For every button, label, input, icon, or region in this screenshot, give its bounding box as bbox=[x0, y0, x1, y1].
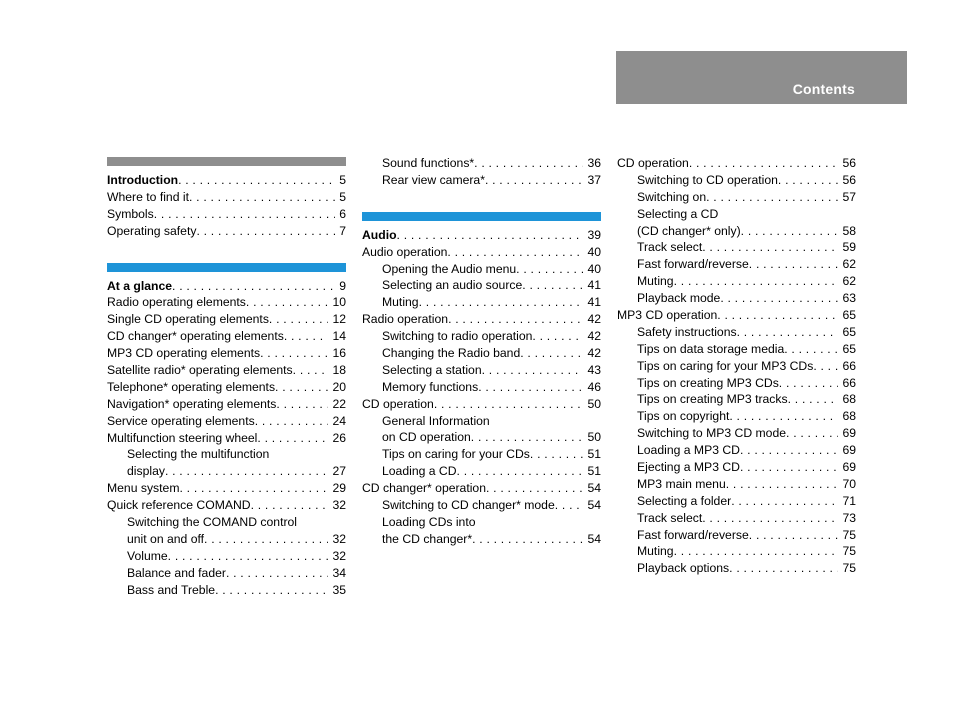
toc-page-number: 73 bbox=[842, 510, 856, 525]
toc-entry[interactable] bbox=[617, 408, 856, 425]
toc-leader-dots bbox=[516, 261, 583, 278]
toc-page-number: 54 bbox=[587, 531, 601, 546]
toc-entry[interactable] bbox=[107, 396, 346, 413]
toc-section-heading[interactable] bbox=[107, 172, 346, 189]
toc-entry[interactable] bbox=[362, 277, 601, 294]
toc-page-number: 63 bbox=[842, 291, 856, 306]
toc-entry[interactable] bbox=[617, 527, 856, 544]
toc-page-number: 51 bbox=[587, 464, 601, 479]
toc-page-number: 50 bbox=[587, 396, 601, 411]
toc-page-number: 71 bbox=[842, 493, 856, 508]
toc-leader-dots bbox=[179, 480, 328, 497]
toc-leader-dots bbox=[204, 531, 328, 548]
toc-page-number: 66 bbox=[842, 358, 856, 373]
toc-entry-label: Switching to CD operation bbox=[637, 172, 778, 187]
toc-entry-label: General Information bbox=[382, 413, 490, 428]
toc-page-number: 40 bbox=[587, 261, 601, 276]
toc-entry-label: on CD operation bbox=[382, 430, 471, 445]
toc-entry-label: Safety instructions bbox=[637, 324, 737, 339]
toc-entry-label: Rear view camera* bbox=[382, 172, 485, 187]
toc-entry-label: Sound functions* bbox=[382, 156, 475, 170]
toc-leader-dots bbox=[778, 172, 839, 189]
toc-leader-dots bbox=[168, 548, 329, 565]
toc-entry[interactable] bbox=[362, 514, 601, 531]
toc-page-number: 27 bbox=[332, 464, 346, 479]
toc-entry-label: Switching to radio operation bbox=[382, 329, 533, 344]
toc-leader-dots bbox=[689, 155, 839, 172]
toc-entry-label: Balance and fader bbox=[127, 565, 226, 580]
toc-leader-dots bbox=[741, 223, 839, 240]
toc-entry[interactable] bbox=[107, 514, 346, 531]
toc-page-number: 65 bbox=[842, 341, 856, 356]
toc-entry[interactable] bbox=[362, 531, 601, 548]
toc-entry[interactable] bbox=[362, 497, 601, 514]
toc-entry[interactable] bbox=[617, 391, 856, 408]
toc-entry-label: Muting bbox=[637, 274, 674, 289]
section-bar bbox=[107, 263, 346, 272]
toc-entry-label: Memory functions bbox=[382, 379, 479, 394]
toc-entry-label: Quick reference COMAND bbox=[107, 498, 251, 513]
toc-leader-dots bbox=[434, 396, 584, 413]
toc-entry-label: Tips on caring for your CDs bbox=[382, 447, 530, 462]
toc-entry[interactable] bbox=[107, 345, 346, 362]
toc-entry-label: Ejecting a MP3 CD bbox=[637, 460, 740, 475]
toc-entry-label: Switching the COMAND control bbox=[127, 515, 298, 530]
toc-page-number: 59 bbox=[842, 240, 856, 255]
toc-leader-dots bbox=[786, 425, 838, 442]
toc-page-number: 10 bbox=[332, 295, 346, 310]
toc-entry-label: Loading CDs into bbox=[382, 514, 476, 529]
header-band bbox=[616, 51, 907, 104]
toc-entry[interactable] bbox=[107, 223, 346, 240]
toc-entry[interactable] bbox=[107, 379, 346, 396]
toc-entry-label: Changing the Radio band bbox=[382, 346, 521, 361]
toc-leader-dots bbox=[749, 256, 839, 273]
toc-entry[interactable] bbox=[617, 442, 856, 459]
toc-page-number: 66 bbox=[842, 375, 856, 390]
toc-entry-label: Bass and Treble bbox=[127, 582, 216, 597]
toc-entry-label: Introduction bbox=[107, 173, 179, 187]
toc-leader-dots bbox=[674, 273, 839, 290]
toc-entry[interactable] bbox=[107, 446, 346, 463]
toc-page-number: 36 bbox=[587, 156, 601, 170]
toc-page-number: 69 bbox=[842, 426, 856, 441]
toc-leader-dots bbox=[196, 223, 335, 240]
toc-leader-dots bbox=[276, 396, 328, 413]
toc-entry[interactable] bbox=[107, 206, 346, 223]
toc-entry-label: Selecting an audio source bbox=[382, 278, 523, 293]
toc-leader-dots bbox=[740, 459, 838, 476]
toc-leader-dots bbox=[729, 560, 838, 577]
toc-entry-label: (CD changer* only) bbox=[637, 223, 741, 238]
toc-entry[interactable] bbox=[617, 510, 856, 527]
toc-entry[interactable] bbox=[107, 430, 346, 447]
toc-entry-label: Muting bbox=[382, 295, 419, 310]
toc-leader-dots bbox=[779, 375, 839, 392]
toc-entry[interactable] bbox=[617, 493, 856, 510]
toc-entry-label: Satellite radio* operating elements bbox=[107, 363, 293, 378]
toc-leader-dots bbox=[257, 430, 328, 447]
toc-entry-label: Navigation* operating elements bbox=[107, 396, 277, 411]
toc-entry-label: Telephone* operating elements bbox=[107, 379, 276, 394]
toc-page-number: 22 bbox=[332, 396, 346, 411]
toc-entry[interactable] bbox=[362, 413, 601, 430]
toc-entry[interactable] bbox=[362, 463, 601, 480]
toc-entry-label: Loading a CD bbox=[382, 464, 457, 479]
section-spacer bbox=[362, 189, 601, 212]
toc-entry-label: Tips on copyright bbox=[637, 409, 730, 424]
toc-entry-label: Switching to MP3 CD mode bbox=[637, 426, 787, 441]
toc-page-number: 46 bbox=[587, 379, 601, 394]
toc-page-number: 40 bbox=[587, 244, 601, 259]
toc-leader-dots bbox=[720, 290, 838, 307]
toc-entry-label: unit on and off bbox=[127, 531, 205, 546]
toc-leader-dots bbox=[419, 294, 584, 311]
toc-entry-label: Selecting the multifunction bbox=[127, 447, 270, 462]
toc-entry[interactable] bbox=[362, 311, 601, 328]
toc-entry-label: Menu system bbox=[107, 481, 180, 496]
toc-page-number: 56 bbox=[842, 156, 856, 170]
toc-column-3 bbox=[617, 155, 856, 577]
section-bar bbox=[107, 157, 346, 166]
toc-entry-label: Volume bbox=[127, 548, 168, 563]
toc-entry[interactable] bbox=[107, 311, 346, 328]
toc-entry-label: Track select bbox=[637, 240, 703, 255]
toc-leader-dots bbox=[485, 172, 583, 189]
toc-page-number: 51 bbox=[587, 447, 601, 462]
toc-page-number: 68 bbox=[842, 392, 856, 407]
toc-entry[interactable] bbox=[362, 155, 601, 172]
toc-entry[interactable] bbox=[107, 497, 346, 514]
toc-page-number: 12 bbox=[332, 312, 346, 327]
toc-entry[interactable] bbox=[107, 480, 346, 497]
toc-page-number: 42 bbox=[587, 346, 601, 361]
toc-leader-dots bbox=[530, 446, 584, 463]
toc-page-number: 50 bbox=[587, 430, 601, 445]
toc-leader-dots bbox=[532, 328, 583, 345]
toc-entry[interactable] bbox=[362, 244, 601, 261]
toc-page-number: 69 bbox=[842, 460, 856, 475]
toc-entry-label: Service operating elements bbox=[107, 413, 255, 428]
toc-page-number: 16 bbox=[332, 346, 346, 361]
toc-entry[interactable] bbox=[617, 425, 856, 442]
toc-entry[interactable] bbox=[107, 531, 346, 548]
toc-entry[interactable] bbox=[617, 543, 856, 560]
toc-leader-dots bbox=[522, 277, 583, 294]
section-spacer bbox=[107, 240, 346, 263]
toc-section-heading[interactable] bbox=[362, 227, 601, 244]
toc-page-number: 32 bbox=[332, 498, 346, 513]
toc-entry-label: Selecting a folder bbox=[637, 493, 732, 508]
toc-page-number: 69 bbox=[842, 443, 856, 458]
toc-page-number: 29 bbox=[332, 481, 346, 496]
toc-leader-dots bbox=[674, 543, 839, 560]
toc-leader-dots bbox=[702, 239, 838, 256]
toc-entry-label: Tips on caring for your MP3 CDs bbox=[637, 358, 814, 373]
toc-entry[interactable] bbox=[617, 375, 856, 392]
toc-page-number: 75 bbox=[842, 561, 856, 576]
toc-entry-label: Where to find it bbox=[107, 189, 189, 204]
toc-entry-label: Fast forward/reverse bbox=[637, 257, 749, 272]
toc-leader-dots bbox=[555, 497, 584, 514]
toc-page-number: 5 bbox=[339, 189, 346, 204]
toc-page-number: 20 bbox=[332, 379, 346, 394]
toc-entry-label: Symbols bbox=[107, 206, 154, 221]
toc-entry-label: Switching to CD changer* mode bbox=[382, 498, 555, 513]
toc-leader-dots bbox=[740, 442, 838, 459]
toc-leader-dots bbox=[702, 510, 838, 527]
toc-column-1 bbox=[107, 157, 346, 598]
toc-page-number: 35 bbox=[332, 582, 346, 597]
toc-entry-label: Tips on creating MP3 tracks bbox=[637, 392, 788, 407]
toc-entry[interactable] bbox=[107, 413, 346, 430]
toc-page-number: 75 bbox=[842, 544, 856, 559]
toc-page-number: 62 bbox=[842, 274, 856, 289]
toc-entry[interactable] bbox=[362, 328, 601, 345]
toc-leader-dots bbox=[447, 244, 583, 261]
toc-leader-dots bbox=[226, 565, 329, 582]
toc-leader-dots bbox=[260, 345, 328, 362]
toc-entry-label: CD changer* operating elements bbox=[107, 329, 284, 344]
toc-entry-label: Radio operation bbox=[362, 312, 449, 327]
toc-entry[interactable] bbox=[107, 362, 346, 379]
toc-entry-label: display bbox=[127, 464, 165, 479]
toc-entry[interactable] bbox=[617, 223, 856, 240]
toc-page-number: 58 bbox=[842, 223, 856, 238]
toc-leader-dots bbox=[474, 155, 583, 172]
toc-entry-label: Muting bbox=[637, 544, 674, 559]
toc-page-number: 41 bbox=[587, 278, 601, 293]
toc-entry-label: Operating safety bbox=[107, 223, 197, 238]
toc-entry[interactable] bbox=[362, 294, 601, 311]
toc-leader-dots bbox=[165, 463, 329, 480]
toc-section-heading[interactable] bbox=[107, 278, 346, 295]
toc-leader-dots bbox=[472, 531, 583, 548]
toc-leader-dots bbox=[737, 324, 839, 341]
toc-entry-label: Switching on bbox=[637, 189, 707, 204]
toc-page-number: 42 bbox=[587, 329, 601, 344]
toc-page-number: 70 bbox=[842, 476, 856, 491]
toc-leader-dots bbox=[275, 379, 328, 396]
toc-entry[interactable] bbox=[617, 155, 856, 172]
toc-entry-label: MP3 CD operation bbox=[617, 308, 718, 323]
toc-page-number: 34 bbox=[332, 565, 346, 580]
toc-entry-label: MP3 main menu bbox=[637, 476, 726, 491]
toc-leader-dots bbox=[293, 362, 329, 379]
toc-entry-label: Tips on data storage media bbox=[637, 341, 785, 356]
toc-entry-label: Fast forward/reverse bbox=[637, 527, 749, 542]
toc-entry[interactable] bbox=[362, 446, 601, 463]
toc-leader-dots bbox=[448, 311, 583, 328]
toc-leader-dots bbox=[788, 391, 839, 408]
toc-page-number: 5 bbox=[339, 173, 346, 187]
toc-leader-dots bbox=[255, 413, 329, 430]
toc-leader-dots bbox=[154, 206, 335, 223]
toc-page-number: 43 bbox=[587, 362, 601, 377]
toc-page-number: 14 bbox=[332, 329, 346, 344]
toc-entry[interactable] bbox=[362, 261, 601, 278]
toc-entry[interactable] bbox=[362, 345, 601, 362]
toc-leader-dots bbox=[717, 307, 838, 324]
toc-entry-label: Playback options bbox=[637, 561, 730, 576]
section-bar bbox=[362, 212, 601, 221]
toc-leader-dots bbox=[749, 527, 839, 544]
toc-page-number: 65 bbox=[842, 324, 856, 339]
page-title: Contents bbox=[792, 81, 855, 97]
toc-entry[interactable] bbox=[617, 459, 856, 476]
toc-page-number: 6 bbox=[339, 206, 346, 221]
toc-leader-dots bbox=[729, 408, 838, 425]
toc-entry[interactable] bbox=[617, 341, 856, 358]
toc-page-number: 24 bbox=[332, 413, 346, 428]
toc-leader-dots bbox=[397, 227, 584, 244]
toc-page-number: 41 bbox=[587, 295, 601, 310]
toc-entry[interactable] bbox=[617, 324, 856, 341]
toc-leader-dots bbox=[726, 476, 839, 493]
toc-entry-label: Selecting a station bbox=[382, 362, 482, 377]
toc-entry[interactable] bbox=[107, 582, 346, 599]
toc-entry-label: Tips on creating MP3 CDs bbox=[637, 375, 779, 390]
toc-leader-dots bbox=[215, 582, 328, 599]
toc-page-number: 57 bbox=[842, 189, 856, 204]
toc-page-number: 39 bbox=[587, 227, 601, 242]
toc-entry-label: Audio bbox=[362, 227, 397, 242]
toc-entry[interactable] bbox=[107, 565, 346, 582]
toc-entry-label: Loading a MP3 CD bbox=[637, 443, 740, 458]
toc-leader-dots bbox=[457, 463, 584, 480]
toc-entry[interactable] bbox=[617, 239, 856, 256]
toc-entry[interactable] bbox=[617, 307, 856, 324]
toc-entry[interactable] bbox=[617, 172, 856, 189]
toc-leader-dots bbox=[178, 172, 335, 189]
toc-entry[interactable] bbox=[617, 358, 856, 375]
toc-entry-label: At a glance bbox=[107, 278, 173, 293]
toc-entry[interactable] bbox=[617, 476, 856, 493]
toc-leader-dots bbox=[813, 358, 838, 375]
toc-leader-dots bbox=[172, 278, 335, 295]
toc-leader-dots bbox=[482, 362, 584, 379]
toc-page-number: 62 bbox=[842, 257, 856, 272]
toc-entry[interactable] bbox=[107, 463, 346, 480]
toc-page-number: 56 bbox=[842, 172, 856, 187]
toc-page-number: 37 bbox=[587, 172, 601, 187]
toc-page-number: 42 bbox=[587, 312, 601, 327]
toc-leader-dots bbox=[284, 328, 329, 345]
toc-entry[interactable] bbox=[107, 294, 346, 311]
toc-page-number: 18 bbox=[332, 363, 346, 378]
toc-leader-dots bbox=[706, 189, 838, 206]
toc-page-number: 9 bbox=[339, 278, 346, 293]
toc-entry-label: Radio operating elements bbox=[107, 295, 246, 310]
toc-page-number: 65 bbox=[842, 308, 856, 323]
toc-entry-label: Selecting a CD bbox=[637, 206, 719, 221]
toc-column-2 bbox=[362, 155, 601, 548]
toc-entry-label: Track select bbox=[637, 510, 703, 525]
toc-page-number: 75 bbox=[842, 527, 856, 542]
toc-entry[interactable] bbox=[362, 429, 601, 446]
toc-entry[interactable] bbox=[617, 273, 856, 290]
toc-page-number: 32 bbox=[332, 548, 346, 563]
toc-entry-label: Audio operation bbox=[362, 244, 448, 259]
toc-leader-dots bbox=[246, 294, 329, 311]
toc-entry[interactable] bbox=[617, 189, 856, 206]
toc-leader-dots bbox=[269, 311, 329, 328]
toc-entry[interactable] bbox=[617, 560, 856, 577]
toc-leader-dots bbox=[520, 345, 583, 362]
toc-leader-dots bbox=[486, 480, 583, 497]
toc-leader-dots bbox=[471, 429, 584, 446]
toc-leader-dots bbox=[731, 493, 838, 510]
toc-page-number: 54 bbox=[587, 498, 601, 513]
toc-page-number: 68 bbox=[842, 409, 856, 424]
toc-entry-label: MP3 CD operating elements bbox=[107, 346, 261, 361]
toc-entry[interactable] bbox=[617, 206, 856, 223]
toc-entry[interactable] bbox=[617, 290, 856, 307]
toc-entry[interactable] bbox=[362, 362, 601, 379]
toc-entry[interactable] bbox=[362, 172, 601, 189]
toc-entry[interactable] bbox=[617, 256, 856, 273]
toc-leader-dots bbox=[251, 497, 329, 514]
toc-entry-label: CD operation bbox=[617, 156, 689, 170]
toc-entry-label: CD operation bbox=[362, 396, 434, 411]
toc-entry[interactable] bbox=[362, 480, 601, 497]
toc-entry-label: Multifunction steering wheel bbox=[107, 430, 258, 445]
toc-page-number: 54 bbox=[587, 481, 601, 496]
toc-page-number: 7 bbox=[339, 223, 346, 238]
toc-leader-dots bbox=[784, 341, 838, 358]
toc-entry[interactable] bbox=[362, 379, 601, 396]
toc-entry-label: the CD changer* bbox=[382, 531, 473, 546]
toc-entry[interactable] bbox=[107, 548, 346, 565]
toc-entry[interactable] bbox=[107, 328, 346, 345]
toc-leader-dots bbox=[189, 189, 335, 206]
toc-page-number: 26 bbox=[332, 430, 346, 445]
toc-entry-label: CD changer* operation bbox=[362, 481, 486, 496]
toc-entry-label: Playback mode bbox=[637, 291, 721, 306]
toc-page-number: 32 bbox=[332, 531, 346, 546]
toc-entry-label: Opening the Audio menu bbox=[382, 261, 517, 276]
toc-leader-dots bbox=[478, 379, 583, 396]
toc-entry-label: Single CD operating elements bbox=[107, 312, 269, 327]
toc-entry[interactable] bbox=[362, 396, 601, 413]
toc-entry[interactable] bbox=[107, 189, 346, 206]
